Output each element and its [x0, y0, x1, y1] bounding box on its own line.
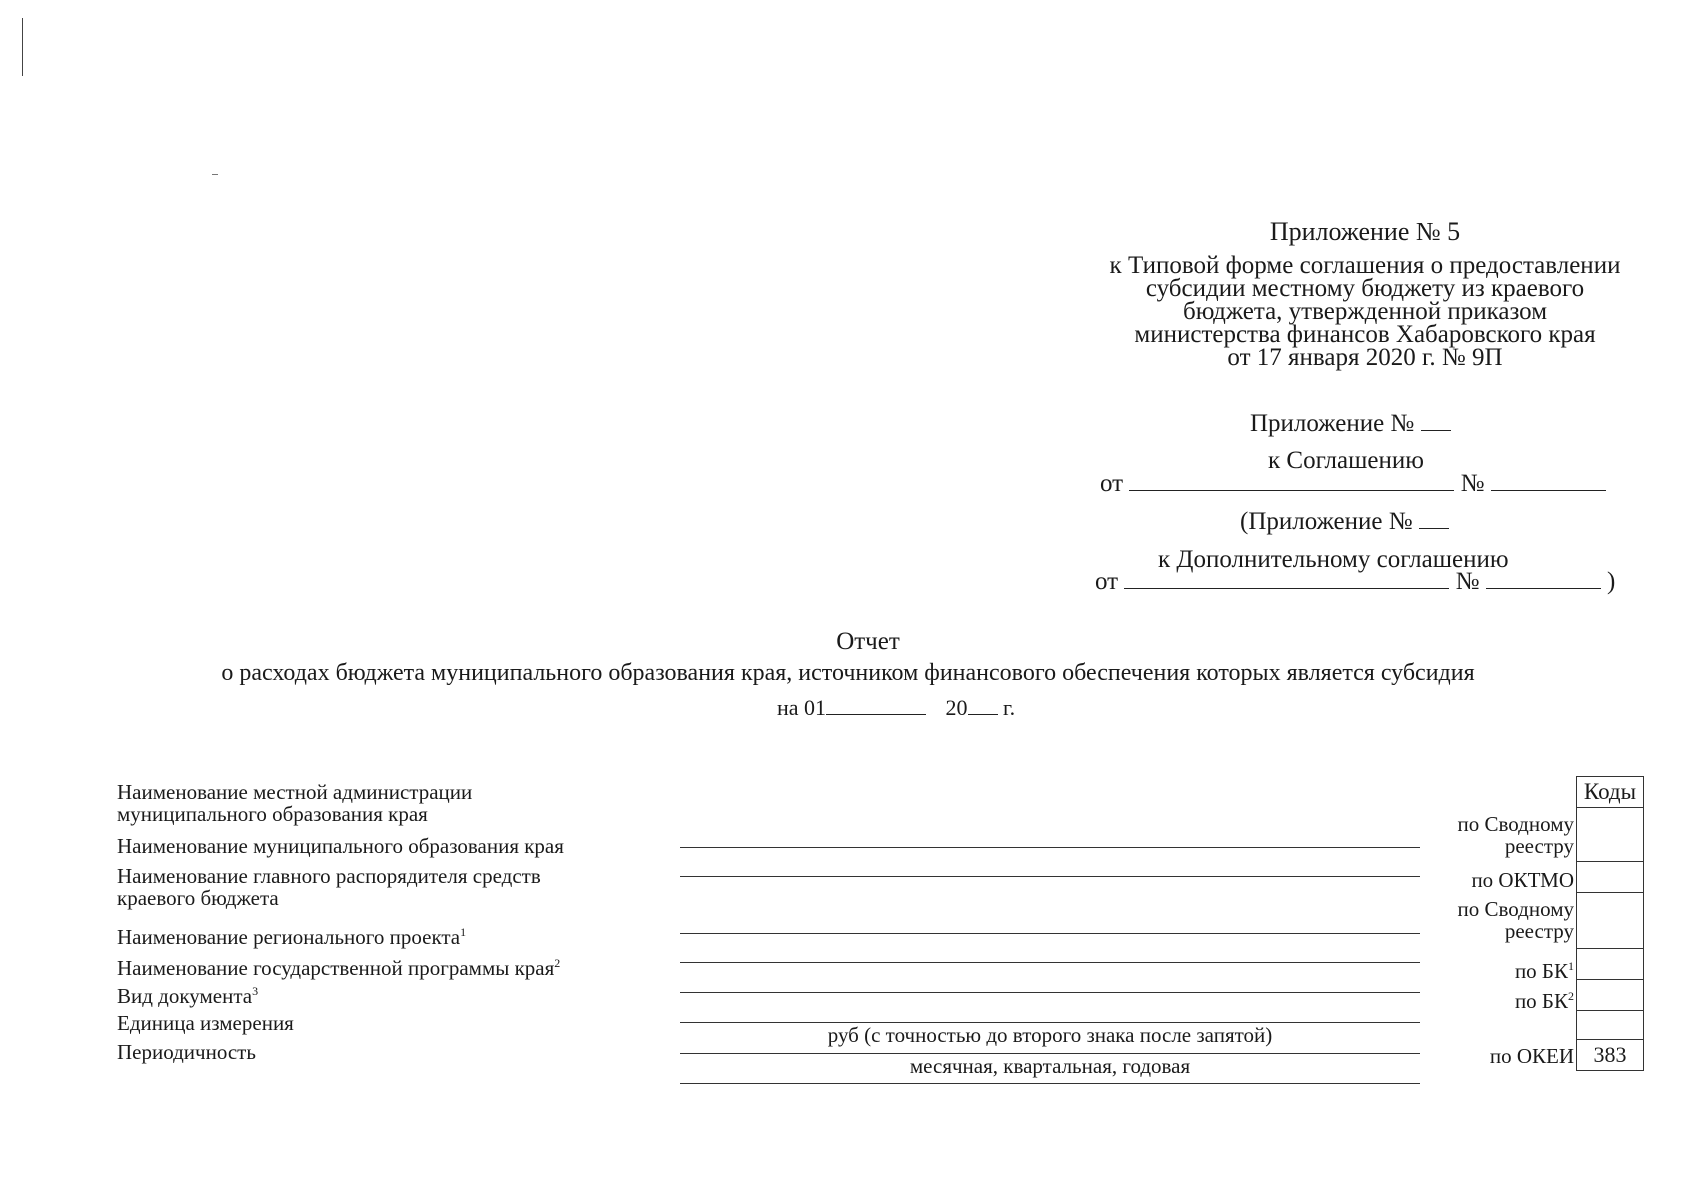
appendix-line: от 17 января 2020 г. № 9П	[1227, 344, 1503, 371]
code-cell-empty[interactable]	[1576, 1011, 1644, 1040]
report-date-prefix: на 01	[777, 695, 827, 720]
code-label-line: по Сводному	[1457, 812, 1574, 836]
appendix-line: министерства финансов Хабаровского края	[1134, 321, 1596, 348]
code-label-line: реестру	[1504, 919, 1574, 943]
to-agreement: к Соглашению	[1268, 447, 1424, 474]
codes-header: Коды	[1576, 776, 1644, 808]
code-cell-bk1[interactable]	[1576, 949, 1644, 980]
agreement-number-label: №	[1460, 470, 1485, 497]
report-subtitle: о расходах бюджета муниципального образования края, источником финансового обеспечения которых является субсидия	[221, 660, 1475, 686]
field-admin-name-line: Наименование местной администрации	[117, 780, 473, 804]
field-main-manager-line: Наименование главного распорядителя средств	[117, 864, 541, 888]
supp-appendix-label: (Приложение №	[1240, 508, 1413, 535]
supp-number-blank[interactable]	[1486, 568, 1601, 589]
agreement-appendix-line	[1250, 410, 1451, 438]
field-state-program	[117, 952, 560, 979]
supp-close-paren: )	[1606, 568, 1616, 595]
footnote-marker: 1	[460, 925, 467, 939]
supp-from-line	[1095, 568, 1615, 596]
municipality-name-line[interactable]	[680, 847, 1420, 848]
footnote-marker: 3	[252, 984, 259, 998]
report-date	[777, 694, 1015, 721]
report-date-year: 20	[945, 695, 968, 720]
code-cell-summary-registry-2[interactable]	[1576, 893, 1644, 949]
main-manager-line[interactable]	[680, 876, 1420, 877]
code-label-bk1-text: по БК	[1514, 959, 1568, 983]
appendix-header	[1060, 216, 1670, 369]
report-date-month-blank[interactable]	[826, 694, 926, 715]
supp-number-label: №	[1455, 568, 1480, 595]
field-doc-type	[117, 980, 258, 1007]
supp-appendix-line	[1240, 508, 1449, 536]
field-periodicity: Периодичность	[117, 1040, 256, 1064]
code-label-okei: по ОКЕИ	[1489, 1044, 1574, 1068]
report-date-year-blank[interactable]	[968, 694, 998, 715]
field-admin-name	[117, 781, 472, 825]
code-label-summary-registry	[1458, 813, 1574, 857]
code-cell-okei: 383	[1576, 1040, 1644, 1071]
doc-type-line[interactable]	[680, 992, 1420, 993]
unit-value: руб (с точностью до второго знака после запятой)	[827, 1023, 1273, 1047]
code-label-bk1	[1515, 955, 1574, 982]
field-state-program-label: Наименование государственной программы края	[117, 956, 555, 980]
agreement-appendix-number-blank[interactable]	[1421, 410, 1451, 431]
appendix-description	[1060, 254, 1670, 369]
supp-date-blank[interactable]	[1124, 568, 1449, 589]
appendix-line: субсидии местному бюджету из краевого	[1145, 275, 1585, 302]
code-cell-oktmo[interactable]	[1576, 862, 1644, 893]
field-admin-name-line: муниципального образования края	[117, 802, 428, 826]
appendix-line: бюджета, утвержденной приказом	[1182, 298, 1548, 325]
agreement-appendix-label: Приложение №	[1250, 410, 1415, 437]
code-label-bk2-text: по БК	[1514, 989, 1568, 1013]
scan-speck	[212, 174, 218, 175]
scan-edge-mark	[22, 18, 23, 76]
periodicity-line[interactable]	[680, 1083, 1420, 1084]
code-label-line: реестру	[1504, 834, 1574, 858]
periodicity-value: месячная, квартальная, годовая	[909, 1054, 1191, 1078]
supp-appendix-number-blank[interactable]	[1419, 508, 1449, 529]
state-program-line[interactable]	[680, 962, 1420, 963]
field-doc-type-label: Вид документа	[117, 984, 253, 1008]
to-supp-agreement: к Дополнительному соглашению	[1158, 546, 1509, 573]
regional-project-line[interactable]	[680, 933, 1420, 934]
footnote-marker: 2	[554, 956, 561, 970]
codes-column	[1576, 806, 1644, 1071]
field-main-manager-line: краевого бюджета	[117, 886, 279, 910]
field-unit: Единица измерения	[117, 1011, 294, 1035]
code-cell-bk2[interactable]	[1576, 980, 1644, 1011]
report-title: Отчет	[836, 628, 900, 655]
code-label-bk2	[1515, 985, 1574, 1012]
agreement-from-label: от	[1100, 470, 1124, 497]
appendix-title: Приложение № 5	[1269, 217, 1461, 246]
report-date-suffix: г.	[1003, 695, 1016, 720]
agreement-number-blank[interactable]	[1491, 470, 1606, 491]
agreement-from-line	[1100, 470, 1606, 498]
appendix-line: к Типовой форме соглашения о предоставлении	[1109, 252, 1621, 279]
code-label-summary-registry-2	[1458, 898, 1574, 942]
footnote-marker: 1	[1568, 959, 1574, 973]
field-municipality-name: Наименование муниципального образования края	[117, 834, 564, 858]
agreement-date-blank[interactable]	[1129, 470, 1454, 491]
code-label-oktmo: по ОКТМО	[1471, 868, 1574, 892]
field-regional-project	[117, 921, 466, 948]
field-regional-project-label: Наименование регионального проекта	[117, 925, 461, 949]
code-label-line: по Сводному	[1457, 897, 1574, 921]
field-main-manager	[117, 865, 541, 909]
code-cell-summary-registry[interactable]	[1576, 806, 1644, 862]
supp-from-label: от	[1095, 568, 1119, 595]
footnote-marker: 2	[1568, 989, 1574, 1003]
